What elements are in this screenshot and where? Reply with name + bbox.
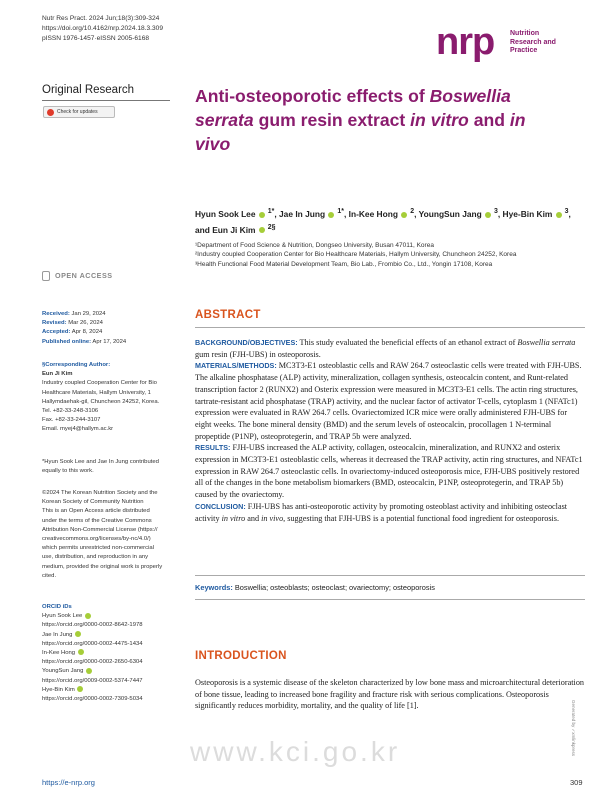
copyright-line: ©2024 The Korean Nutrition Society and the bbox=[42, 490, 158, 496]
logo-mark: nrp bbox=[436, 21, 495, 63]
journal-meta bbox=[42, 14, 163, 44]
keywords-label: Keywords: bbox=[195, 583, 233, 592]
author-affil: 3 bbox=[562, 208, 569, 215]
article-dates bbox=[42, 310, 182, 347]
divider bbox=[195, 327, 585, 328]
check-for-updates-button[interactable] bbox=[43, 106, 115, 118]
open-lock-icon bbox=[42, 271, 50, 281]
orcid-icon[interactable] bbox=[86, 668, 92, 674]
author-name: , and Eun Ji Kim bbox=[195, 208, 571, 235]
orcid-url[interactable]: https://orcid.org/0000-0002-7309-5034 bbox=[42, 696, 143, 703]
corresponding-heading: §Corresponding Author: bbox=[42, 362, 111, 368]
orcid-icon[interactable] bbox=[485, 212, 491, 218]
date-row bbox=[42, 328, 182, 337]
article-title bbox=[195, 84, 565, 156]
introduction-heading: INTRODUCTION bbox=[195, 650, 287, 662]
copyright-notice bbox=[42, 489, 182, 581]
date-value: Apr 17, 2024 bbox=[91, 338, 127, 345]
orcid-entry bbox=[42, 631, 182, 640]
corresponding-line: Industry coupled Cooperation Center for Bio bbox=[42, 380, 157, 387]
divider bbox=[195, 575, 585, 576]
orcid-entry bbox=[42, 667, 182, 676]
issn-line: pISSN 1976-1457·eISSN 2005-6168 bbox=[42, 35, 150, 42]
abstract-text: gum resin (FJH-UBS) in osteoporosis. bbox=[195, 349, 321, 359]
abstract-text: FJH-UBS has anti-osteoporotic activity by promoting osteoblast activity and inhibiting osteoclast activity bbox=[195, 501, 568, 523]
abstract-text: , suggesting that FJH-UBS is a potential functional food ingredient for osteoporosis. bbox=[283, 513, 560, 523]
keywords bbox=[195, 583, 585, 593]
date-value: Jan 29, 2024 bbox=[69, 311, 106, 317]
orcid-icon[interactable] bbox=[259, 227, 265, 233]
abstract-text: Boswellia serrata bbox=[517, 338, 576, 347]
orcid-author: Hyun Sook Lee bbox=[42, 613, 83, 620]
copyright-line: cited. bbox=[42, 572, 57, 579]
date-value: Apr 8, 2024 bbox=[70, 329, 103, 336]
title-part: in vivo bbox=[195, 110, 526, 154]
abstract-methods bbox=[195, 360, 585, 442]
author-affil: 1* bbox=[335, 208, 344, 215]
citation-line: Nutr Res Pract. 2024 Jun;18(3):309-324 bbox=[42, 15, 160, 22]
abstract-text: in vivo bbox=[261, 513, 284, 523]
abstract-text: This study evaluated the beneficial effects of an ethanol extract of bbox=[297, 338, 518, 347]
divider bbox=[42, 100, 170, 101]
copyright-line: Korean Society of Community Nutrition bbox=[42, 499, 144, 506]
author-name: Hyun Sook Lee bbox=[195, 208, 256, 219]
date-label: Published online: bbox=[42, 338, 92, 345]
note-line: *Hyun Sook Lee and Jae In Jung contributed bbox=[42, 459, 159, 465]
date-label: Received: bbox=[42, 311, 70, 317]
affiliation: ²Industry coupled Cooperation Center for Bio Healthcare Materials, Hallym University, Chuncheon 24252, Korea bbox=[195, 251, 517, 259]
abstract-label: BACKGROUND/OBJECTIVES: bbox=[195, 338, 298, 347]
affiliation: ¹Department of Food Science & Nutrition, Dongseo University, Busan 47011, Korea bbox=[195, 242, 434, 249]
author-list bbox=[195, 205, 575, 237]
author-name: , Hye-Bin Kim bbox=[497, 208, 553, 219]
orcid-url[interactable]: https://orcid.org/0000-0002-4475-1434 bbox=[42, 640, 143, 647]
corresponding-name: Eun Ji Kim bbox=[42, 371, 73, 378]
orcid-icon[interactable] bbox=[259, 212, 265, 218]
date-row bbox=[42, 338, 182, 347]
affiliations bbox=[195, 241, 575, 269]
abstract-text: and bbox=[245, 513, 262, 523]
corresponding-email[interactable]: Email. myej4@hallym.ac.kr bbox=[42, 426, 114, 433]
title-part: Boswellia serrata bbox=[195, 86, 511, 130]
abstract-label: RESULTS: bbox=[195, 443, 231, 453]
abstract-body bbox=[195, 337, 585, 524]
generator-note: Generated by ✓xmlinkpress bbox=[571, 700, 576, 757]
open-access-badge bbox=[42, 271, 113, 281]
corresponding-line: Healthcare Materials, Hallym University, 1 bbox=[42, 389, 151, 396]
copyright-line: creativecommons.org/licenses/by-nc/4.0/) bbox=[42, 536, 151, 543]
date-row bbox=[42, 310, 182, 319]
abstract-text: FJH-UBS increased the ALP activity, collagen, osteocalcin, mineralization, and RUNX2 and osterix expression in MC3T3-E1 osteoblastic cells, whereas it decreased the TRAP activity, actin ring structures, and NFATc1 expression in RAW 264.7 osteoclastic cells. In ovariectomy-induced osteoporosis mice, FJH-UBS positively restored all of the changes in the bone metabolism biomarkers (BMD, osteocalcin, P1NP, osteoprotegerin, and TRAP 5b) caused by the ovariectomy. bbox=[195, 443, 583, 500]
abstract-text: in vitro bbox=[221, 513, 246, 523]
keywords-text: Boswellia; osteoblasts; osteoclast; ovariectomy; osteoporosis bbox=[232, 583, 435, 592]
author-affil: 2 bbox=[408, 208, 415, 215]
copyright-line: This is an Open Access article distributed bbox=[42, 508, 150, 515]
watermark: www.kci.go.kr bbox=[190, 736, 401, 767]
copyright-line: Attribution Non-Commercial License (https:// bbox=[42, 526, 158, 533]
logo-text-line: Research and bbox=[510, 38, 556, 46]
orcid-url[interactable]: https://orcid.org/0000-0002-2650-6304 bbox=[42, 659, 143, 666]
corresponding-line: Tel. +82-33-248-3106 bbox=[42, 408, 99, 415]
title-part: Anti-osteoporotic effects of bbox=[195, 86, 430, 106]
abstract-conclusion bbox=[195, 501, 585, 524]
orcid-list bbox=[42, 603, 182, 704]
orcid-author: Jae In Jung bbox=[42, 631, 73, 638]
date-label: Accepted: bbox=[42, 329, 71, 336]
copyright-line: under the terms of the Creative Commons bbox=[42, 517, 152, 524]
corresponding-author bbox=[42, 361, 182, 435]
abstract-background bbox=[195, 337, 585, 360]
logo-text-line: Nutrition bbox=[510, 30, 540, 37]
abstract-heading: ABSTRACT bbox=[195, 309, 261, 321]
introduction-body: Osteoporosis is a systemic disease of the skeleton characterized by low bone mass and microarchitectural deterioration of bone tissue, leading to increased bone fragility and fracture risk with serious complications. Osteoporosis significantly reduces morbidity, mortality, and the quality of life [1]. bbox=[195, 678, 585, 710]
orcid-url[interactable]: https://orcid.org/0000-0002-8642-1978 bbox=[42, 622, 143, 629]
orcid-icon[interactable] bbox=[556, 212, 562, 218]
journal-url-link[interactable]: https://e-nrp.org bbox=[42, 778, 95, 787]
title-part: in vitro bbox=[410, 110, 469, 130]
open-access-label: OPEN ACCESS bbox=[55, 271, 113, 280]
orcid-url[interactable]: https://orcid.org/0009-0002-5374-7447 bbox=[42, 677, 143, 684]
abstract-label: CONCLUSION: bbox=[195, 501, 246, 511]
orcid-icon[interactable] bbox=[401, 212, 407, 218]
logo-text-line: Practice bbox=[510, 47, 538, 54]
orcid-entry bbox=[42, 686, 182, 695]
copyright-line: medium, provided the original work is properly bbox=[42, 563, 163, 570]
orcid-icon[interactable] bbox=[328, 212, 334, 218]
logo-text bbox=[510, 30, 556, 56]
divider bbox=[195, 599, 585, 600]
copyright-line: which permits unrestricted non-commercial bbox=[42, 545, 154, 552]
orcid-icon[interactable] bbox=[78, 649, 84, 655]
author-name: , Jae In Jung bbox=[274, 208, 326, 219]
abstract-label: MATERIALS/METHODS: bbox=[195, 361, 277, 371]
title-part: gum resin extract bbox=[253, 110, 411, 130]
corresponding-line: Fax. +82-33-244-3107 bbox=[42, 417, 101, 424]
author-name: , In-Kee Hong bbox=[343, 208, 398, 219]
date-row bbox=[42, 319, 182, 328]
author-affil: 1* bbox=[265, 208, 275, 215]
page-number: 309 bbox=[570, 778, 583, 787]
abstract-text: MC3T3-E1 osteoblastic cells and RAW 264.7 osteoclastic cells were treated with FJH-UBS. The alkaline phosphatase (ALP) activity, mineralization, collagen synthesis, osteocalcin content, and Runt-related transcription factor 2 (RUNX2) and Osterix expression were measured in MC3T3-E1 cells. The actin ring structures, tartrate-resistant acid phosphatase (TRAP) activity, and the nuclear factor of activator T-cells, cytoplasm 1 (NFATc1) expression were evaluated in RAW 264.7 cells. Ovariectomized ICR mice were orally administered FJH-UBS for eight weeks. The bone mineral density (BMD) and the serum levels of osteocalcin, procollagen 1 N-terminal propeptide (P1NP), osteoprotegerin, and TRAP 5b were analyzed. bbox=[195, 361, 582, 441]
date-label: Revised: bbox=[42, 320, 67, 327]
author-affil: 2§ bbox=[265, 223, 276, 231]
title-part: and bbox=[468, 110, 510, 130]
orcid-entry bbox=[42, 612, 182, 621]
orcid-icon[interactable] bbox=[77, 686, 83, 692]
date-value: Mar 26, 2024 bbox=[66, 320, 103, 327]
orcid-icon[interactable] bbox=[85, 613, 91, 619]
abstract-results bbox=[195, 442, 585, 501]
article-type: Original Research bbox=[42, 84, 135, 96]
orcid-entry bbox=[42, 649, 182, 658]
equal-contribution-note bbox=[42, 458, 182, 476]
doi-link[interactable]: https://doi.org/10.4162/nrp.2024.18.3.309 bbox=[42, 25, 163, 32]
orcid-heading: ORCID iDs bbox=[42, 604, 72, 610]
orcid-author: YoungSun Jang bbox=[42, 668, 84, 675]
orcid-icon[interactable] bbox=[75, 631, 81, 637]
affiliation: ³Health Functional Food Material Development Team, Bio Lab., Frombio Co., Ltd., Yongin 17108, Korea bbox=[195, 260, 493, 268]
author-name: , YoungSun Jang bbox=[414, 208, 482, 219]
check-updates-icon bbox=[47, 109, 54, 116]
journal-logo bbox=[436, 21, 586, 63]
author-affil: 3 bbox=[492, 208, 498, 215]
check-updates-label: Check for updates bbox=[57, 109, 98, 115]
orcid-author: In-Kee Hong bbox=[42, 650, 76, 657]
corresponding-line: Hallymdaehak-gil, Chuncheon 24252, Korea. bbox=[42, 398, 160, 405]
copyright-line: use, distribution, and reproduction in any bbox=[42, 554, 149, 561]
note-line: equally to this work. bbox=[42, 468, 94, 475]
orcid-author: Hye-Bin Kim bbox=[42, 686, 75, 693]
